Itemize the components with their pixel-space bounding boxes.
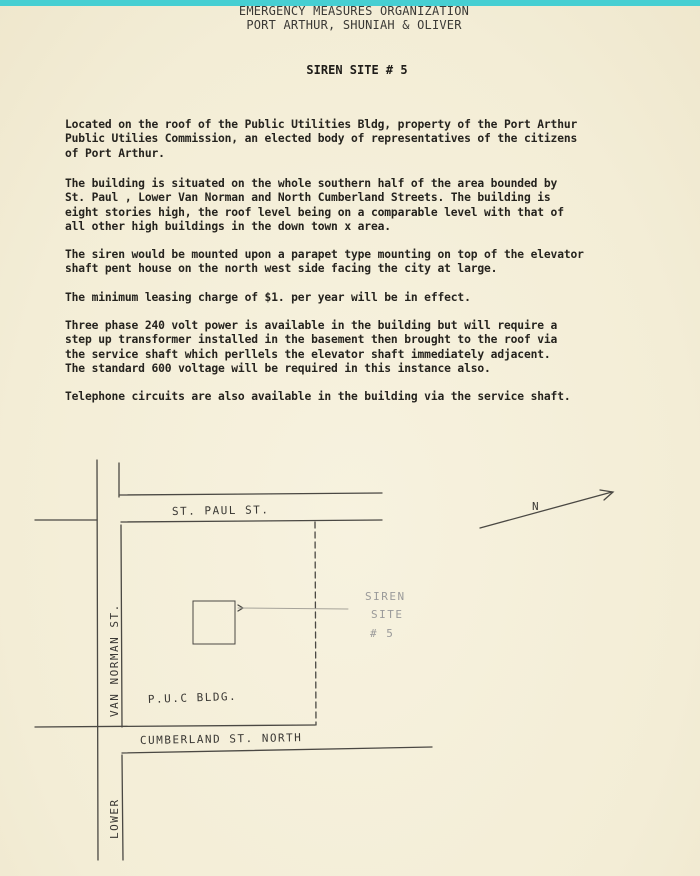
cumberland-south-line <box>122 747 432 753</box>
st-paul-south-line <box>121 520 382 522</box>
north-arrow-shaft <box>480 492 612 528</box>
paragraph-building: The building is situated on the whole southern half of the area bounded by St. Paul , Lower Van Norman and North Cumberland Streets. The building is eight stories high, the roof level being on a comparable level with that of all other high buildings in the down town x area. <box>65 177 564 233</box>
paragraph-location: Located on the roof of the Public Utilities Bldg, property of the Port Arthur Public Utilies Commission, an elected body of representatives of the citizens of Port Arthur. <box>65 118 578 160</box>
paragraph-leasing: The minimum leasing charge of $1. per year will be in effect. <box>65 291 471 304</box>
cumberland-north-line <box>35 725 315 727</box>
label-st-paul: ST. PAUL ST. <box>171 503 270 518</box>
label-siren-line-2: SITE <box>371 608 404 621</box>
label-lower: LOWER <box>108 798 121 839</box>
paragraph-mounting: The siren would be mounted upon a parapet type mounting on top of the elevator shaft pent house on the north west side facing the city at large. <box>65 248 584 276</box>
van-norman-east-middle-line <box>121 525 122 727</box>
paragraph-power: Three phase 240 volt power is available in the building but will require a step up transformer installed in the basement then brought to the roof via the service shaft which perllels the elevator shaft immediately adjacent. The standard 600 voltage will be required in this instance also. <box>65 319 558 375</box>
letterhead-line-2: PORT ARTHUR, SHUNIAH & OLIVER <box>246 18 462 32</box>
siren-pointer-line <box>238 608 348 609</box>
label-siren-line-3: # 5 <box>370 627 395 640</box>
elevator-shaft-square <box>193 601 235 644</box>
label-siren-line-1: SIREN <box>365 590 406 603</box>
paragraph-telephone: Telephone circuits are also available in the building via the service shaft. <box>65 390 571 403</box>
label-puc-building: P.U.C BLDG. <box>147 689 238 706</box>
label-cumberland: CUMBERLAND ST. NORTH <box>139 731 303 747</box>
letterhead <box>0 4 700 32</box>
page-title-text: SIREN SITE # 5 <box>306 63 408 77</box>
van-norman-east-lower-line <box>122 755 123 860</box>
page-title <box>0 63 700 77</box>
site-sketch-map <box>0 455 700 875</box>
st-paul-north-line <box>120 493 382 495</box>
letterhead-line-1: EMERGENCY MEASURES ORGANIZATION <box>238 4 470 18</box>
label-north: N <box>532 500 541 513</box>
block-boundary-dashed <box>315 522 316 725</box>
label-van-norman: VAN NORMAN ST. <box>108 603 121 717</box>
